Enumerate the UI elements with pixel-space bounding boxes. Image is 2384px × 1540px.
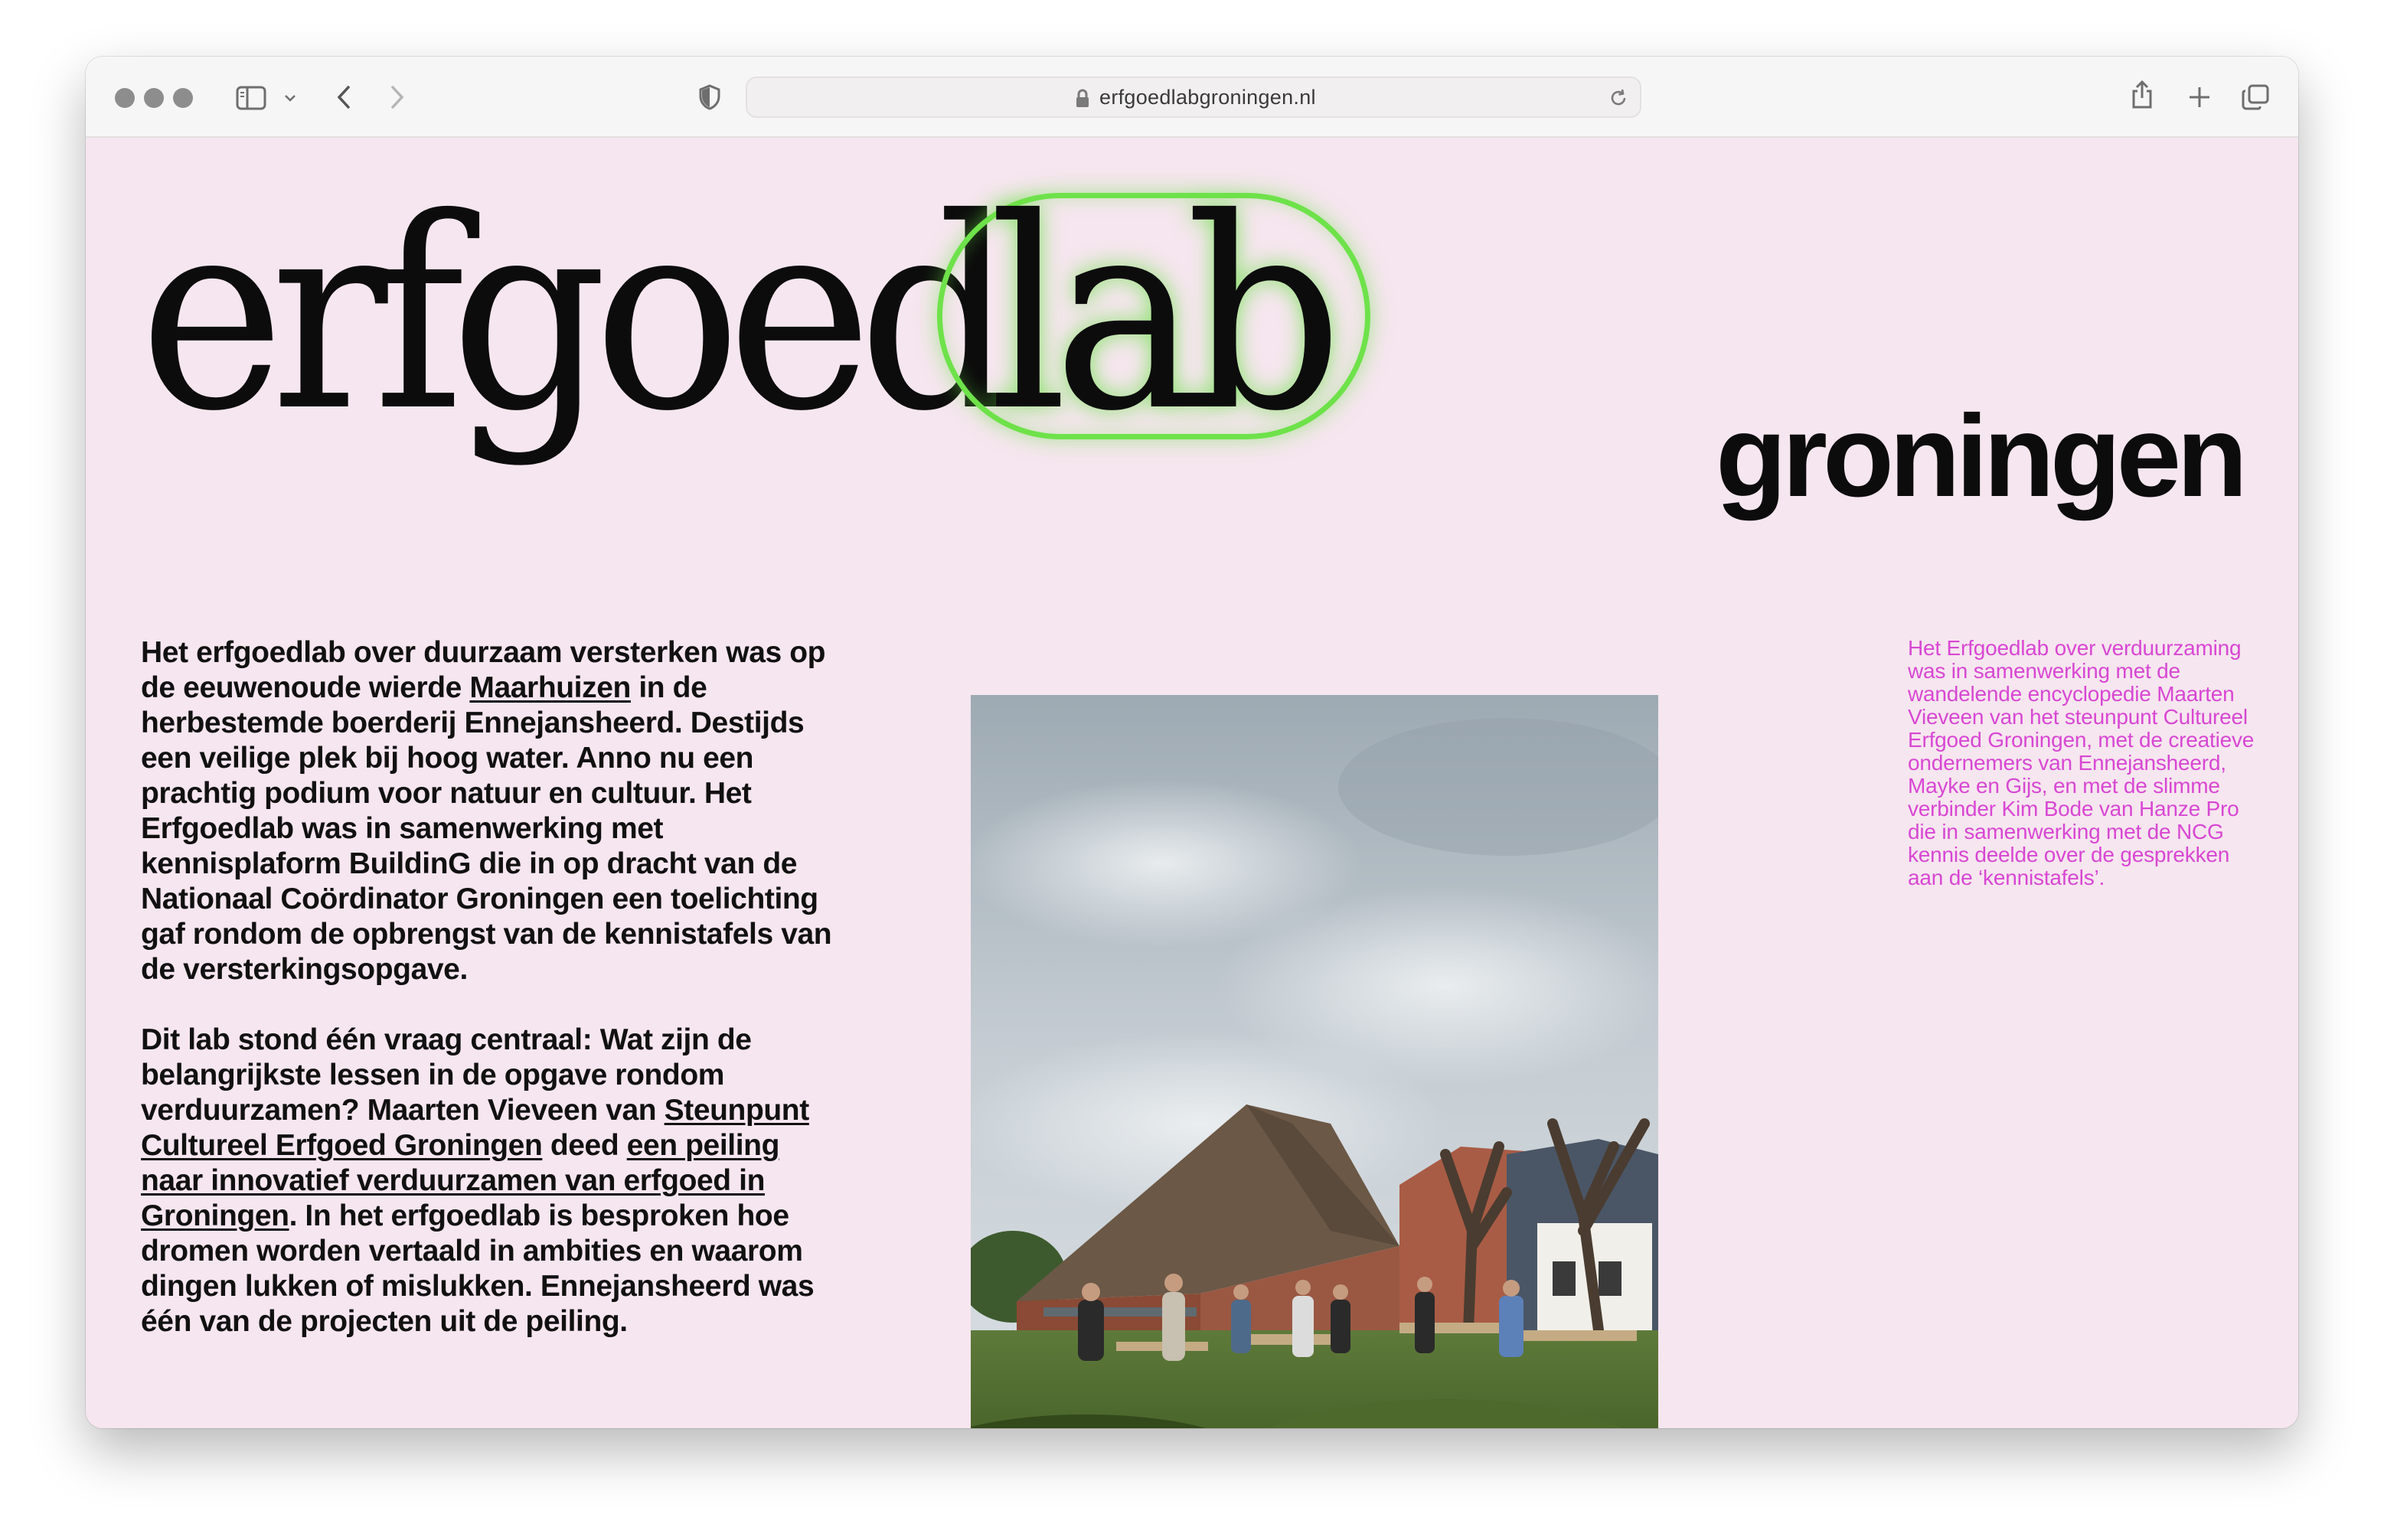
link-maarhuizen[interactable]: Maarhuizen xyxy=(469,671,631,704)
tab-overview-icon[interactable] xyxy=(2242,84,2269,110)
intro-text xyxy=(141,635,845,1339)
minimize-window-button[interactable] xyxy=(144,88,164,108)
share-icon[interactable] xyxy=(2130,80,2154,110)
forward-icon[interactable] xyxy=(389,84,406,110)
sidenote: Het Erfgoedlab over verduurzaming was in samenwerking met de wandelende encyclopedie Maarten Vieveen van het steunpunt Cultureel Erfgoed Groningen, met de creatieve ondernemers van Ennejansheerd, Mayke en Gijs, en met de slimme verbinder Kim Bode van Hanze Pro die in samenwerking met de NCG kennis deelde over de gesprekken aan de ‘kennistafels’. xyxy=(1908,636,2255,889)
intro-p1-text-a: Het erfgoedlab over duurzaam versterken was op de eeuwenoude wierde xyxy=(141,636,826,704)
zoom-window-button[interactable] xyxy=(173,88,193,108)
url-text: erfgoedlabgroningen.nl xyxy=(1099,86,1316,109)
intro-p2-text-b: deed xyxy=(542,1129,627,1162)
intro-p1-text-b: in de herbestemde boerderij Ennejansheerd. Destijds een veilige plek bij hoog water. Anno nu een prachtig podium voor natuur en cultuur. Het Erfgoedlab was in samenwerking met kennisplaform BuildinG die in op dracht van de Nationaal Coördinator Groningen een toelichting gaf rondom de opbrengst van de kennistafels van de versterkingsopgave. xyxy=(141,671,832,986)
logo-word-erfgoed[interactable]: erfgoed xyxy=(139,162,1001,469)
page-content xyxy=(86,138,2298,1428)
chevron-down-icon[interactable] xyxy=(283,93,297,103)
close-window-button[interactable] xyxy=(115,88,135,108)
address-bar[interactable] xyxy=(746,77,1641,118)
intro-p2-text-c: . In het erfgoedlab is besproken hoe dromen worden vertaald in ambities en waarom dingen lukken of mislukken. Ennejansheerd was één van de projecten uit de peiling. xyxy=(141,1199,815,1338)
link-peiling[interactable]: een peiling naar innovatief verduurzamen van erfgoed in Groningen xyxy=(141,1129,779,1232)
reload-icon[interactable] xyxy=(1608,87,1629,113)
browser-window xyxy=(86,57,2298,1428)
back-icon[interactable] xyxy=(335,84,352,110)
farmhouse-photo xyxy=(971,695,1658,1428)
link-steunpunt[interactable]: Steunpunt Cultureel Erfgoed Groningen xyxy=(141,1094,809,1162)
sidebar-icon[interactable] xyxy=(236,86,266,110)
logo-word-lab[interactable]: lab xyxy=(989,162,1329,469)
browser-toolbar xyxy=(86,57,2298,138)
shield-icon[interactable] xyxy=(698,84,721,110)
intro-paragraph-2 xyxy=(141,1023,845,1339)
lock-icon xyxy=(1075,89,1090,113)
logo-word-groningen[interactable]: groningen xyxy=(1715,391,2243,521)
intro-paragraph-1 xyxy=(141,635,845,987)
new-tab-icon[interactable] xyxy=(2188,86,2211,109)
intro-p2-text-a: Dit lab stond één vraag centraal: Wat zijn de belangrijkste lessen in de opgave rondom verduurzamen? Maarten Vieveen van xyxy=(141,1023,752,1127)
